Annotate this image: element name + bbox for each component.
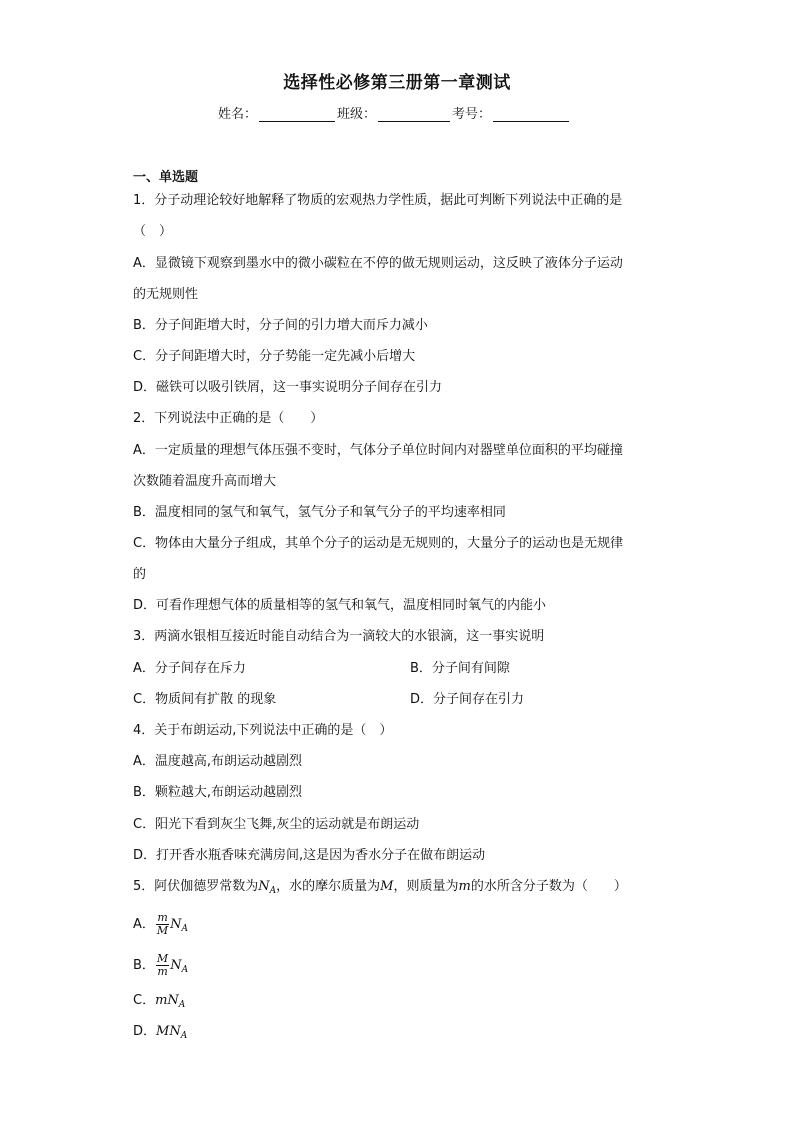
molar-mass-symbol: M [380, 879, 394, 894]
question-2-option-a-cont: 次数随着温度升高而增大 [133, 474, 277, 489]
question-4-option-d[interactable]: D．打开香水瓶香味充满房间,这是因为香水分子在做布朗运动 [133, 848, 486, 863]
question-1-option-a-cont: 的无规则性 [133, 287, 199, 302]
question-1-option-b[interactable]: B．分子间距增大时，分子间的引力增大而斥力减小 [133, 318, 428, 333]
exam-number-blank[interactable] [493, 108, 569, 122]
exam-number-label: 考号： [452, 107, 492, 122]
section-title: 一、单选题 [133, 170, 199, 185]
question-3-option-d[interactable]: D．分子间存在引力 [410, 692, 525, 707]
question-3-stem: 3．两滴水银相互接近时能自动结合为一滴较大的水银滴，这一事实说明 [133, 629, 545, 644]
name-label: 姓名： [218, 107, 258, 122]
question-2-option-d[interactable]: D．可看作理想气体的质量相等的氢气和氧气，温度相同时氧气的内能小 [133, 598, 547, 613]
question-5-option-d[interactable]: D．$MN_A$ [133, 1024, 188, 1041]
question-2-option-a[interactable]: A．一定质量的理想气体压强不变时，气体分子单位时间内对器壁单位面积的平均碰撞 [133, 443, 623, 458]
avogadro-symbol: N [258, 879, 270, 894]
question-1-stem-cont: （ ） [133, 224, 173, 239]
exam-title: 选择性必修第三册第一章测试 [283, 73, 511, 93]
name-blank[interactable] [259, 108, 335, 122]
question-2-option-c-cont: 的 [133, 567, 147, 582]
class-label: 班级： [337, 107, 377, 122]
question-4-option-c[interactable]: C．阳光下看到灰尘飞舞,灰尘的运动就是布朗运动 [133, 817, 420, 832]
class-blank[interactable] [378, 108, 450, 122]
question-4-option-b[interactable]: B．颗粒越大,布朗运动越剧烈 [133, 785, 303, 800]
question-1-option-a[interactable]: A．显微镜下观察到墨水中的微小碳粒在不停的做无规则运动，这反映了液体分子运动 [133, 256, 623, 271]
mass-symbol: m [458, 879, 471, 894]
question-4-option-a[interactable]: A．温度越高,布朗运动越剧烈 [133, 754, 303, 769]
question-4-stem: 4．关于布朗运动,下列说法中正确的是（ ） [133, 723, 393, 738]
question-2-stem: 2．下列说法中正确的是（ ） [133, 411, 324, 426]
question-3-option-a[interactable]: A．分子间存在斥力 [133, 661, 246, 676]
fraction-m-over-M: $\frac{m}{M}$ [156, 911, 169, 937]
question-3-option-b[interactable]: B．分子间有间隙 [410, 661, 510, 676]
question-1-option-d[interactable]: D．磁铁可以吸引铁屑，这一事实说明分子间存在引力 [133, 380, 443, 395]
fraction-M-over-m: $\frac{M}{m}$ [156, 952, 169, 978]
question-5-option-a[interactable]: A． $\frac{m}{M}$ $N_A$ [133, 911, 189, 937]
question-1-option-c[interactable]: C．分子间距增大时，分子势能一定先减小后增大 [133, 349, 416, 364]
question-5-option-c[interactable]: C．$mN_A$ [133, 993, 186, 1010]
question-3-option-c[interactable]: C．物质间有扩散 的现象 [133, 692, 277, 707]
question-2-option-b[interactable]: B．温度相同的氢气和氧气，氢气分子和氧气分子的平均速率相同 [133, 505, 506, 520]
question-2-option-c[interactable]: C．物体由大量分子组成，其单个分子的运动是无规则的，大量分子的运动也是无规律 [133, 536, 624, 551]
question-5-stem: 5．阿伏伽德罗常数为$N_A$，水的摩尔质量为M，则质量为m的水所含分子数为（ ） [133, 879, 627, 896]
student-info-row [218, 103, 571, 122]
question-1-stem: 1．分子动理论较好地解释了物质的宏观热力学性质，据此可判断下列说法中正确的是 [133, 193, 623, 208]
question-5-option-b[interactable]: B． $\frac{M}{m}$ $N_A$ [133, 952, 189, 978]
